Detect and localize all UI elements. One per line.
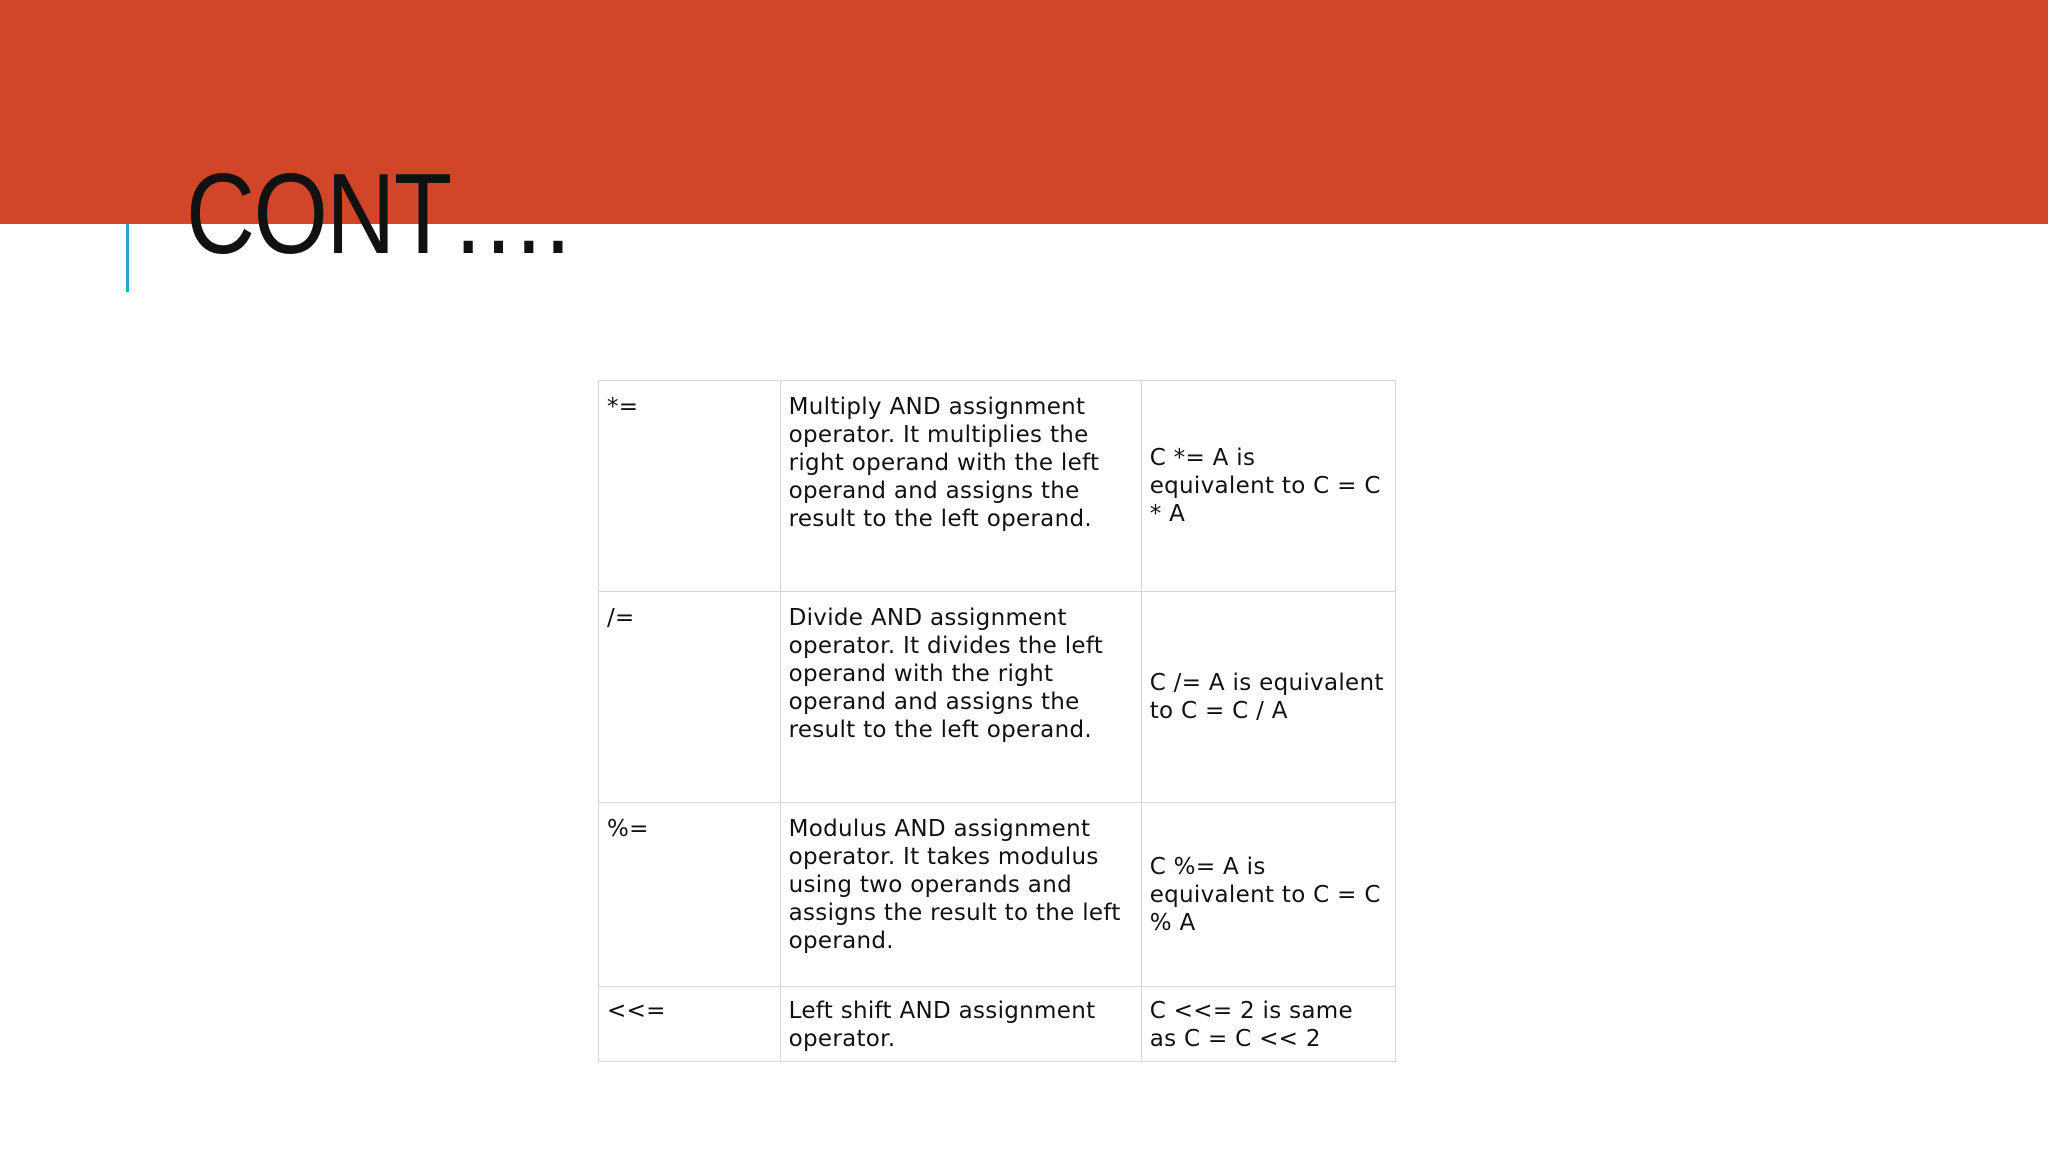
table-row bbox=[599, 987, 1396, 1062]
example-cell: C %= A is equivalent to C = C % A bbox=[1141, 803, 1395, 987]
title-accent-bar bbox=[126, 224, 129, 292]
operator-cell: <<= bbox=[599, 987, 781, 1062]
operator-cell: %= bbox=[599, 803, 781, 987]
operator-cell: /= bbox=[599, 592, 781, 803]
example-cell: C /= A is equivalent to C = C / A bbox=[1141, 592, 1395, 803]
slide-title: CONT…. bbox=[186, 151, 570, 278]
table-row bbox=[599, 803, 1396, 987]
table-row bbox=[599, 381, 1396, 592]
example-cell: C *= A is equivalent to C = C * A bbox=[1141, 381, 1395, 592]
description-cell: Divide AND assignment operator. It divides the left operand with the right operand and assigns the result to the left operand. bbox=[780, 592, 1141, 803]
example-cell: C <<= 2 is same as C = C << 2 bbox=[1141, 987, 1395, 1062]
table-row bbox=[599, 592, 1396, 803]
description-cell: Left shift AND assignment operator. bbox=[780, 987, 1141, 1062]
operator-table bbox=[598, 380, 1396, 1062]
operator-cell: *= bbox=[599, 381, 781, 592]
description-cell: Modulus AND assignment operator. It takes modulus using two operands and assigns the result to the left operand. bbox=[780, 803, 1141, 987]
description-cell: Multiply AND assignment operator. It multiplies the right operand with the left operand and assigns the result to the left operand. bbox=[780, 381, 1141, 592]
